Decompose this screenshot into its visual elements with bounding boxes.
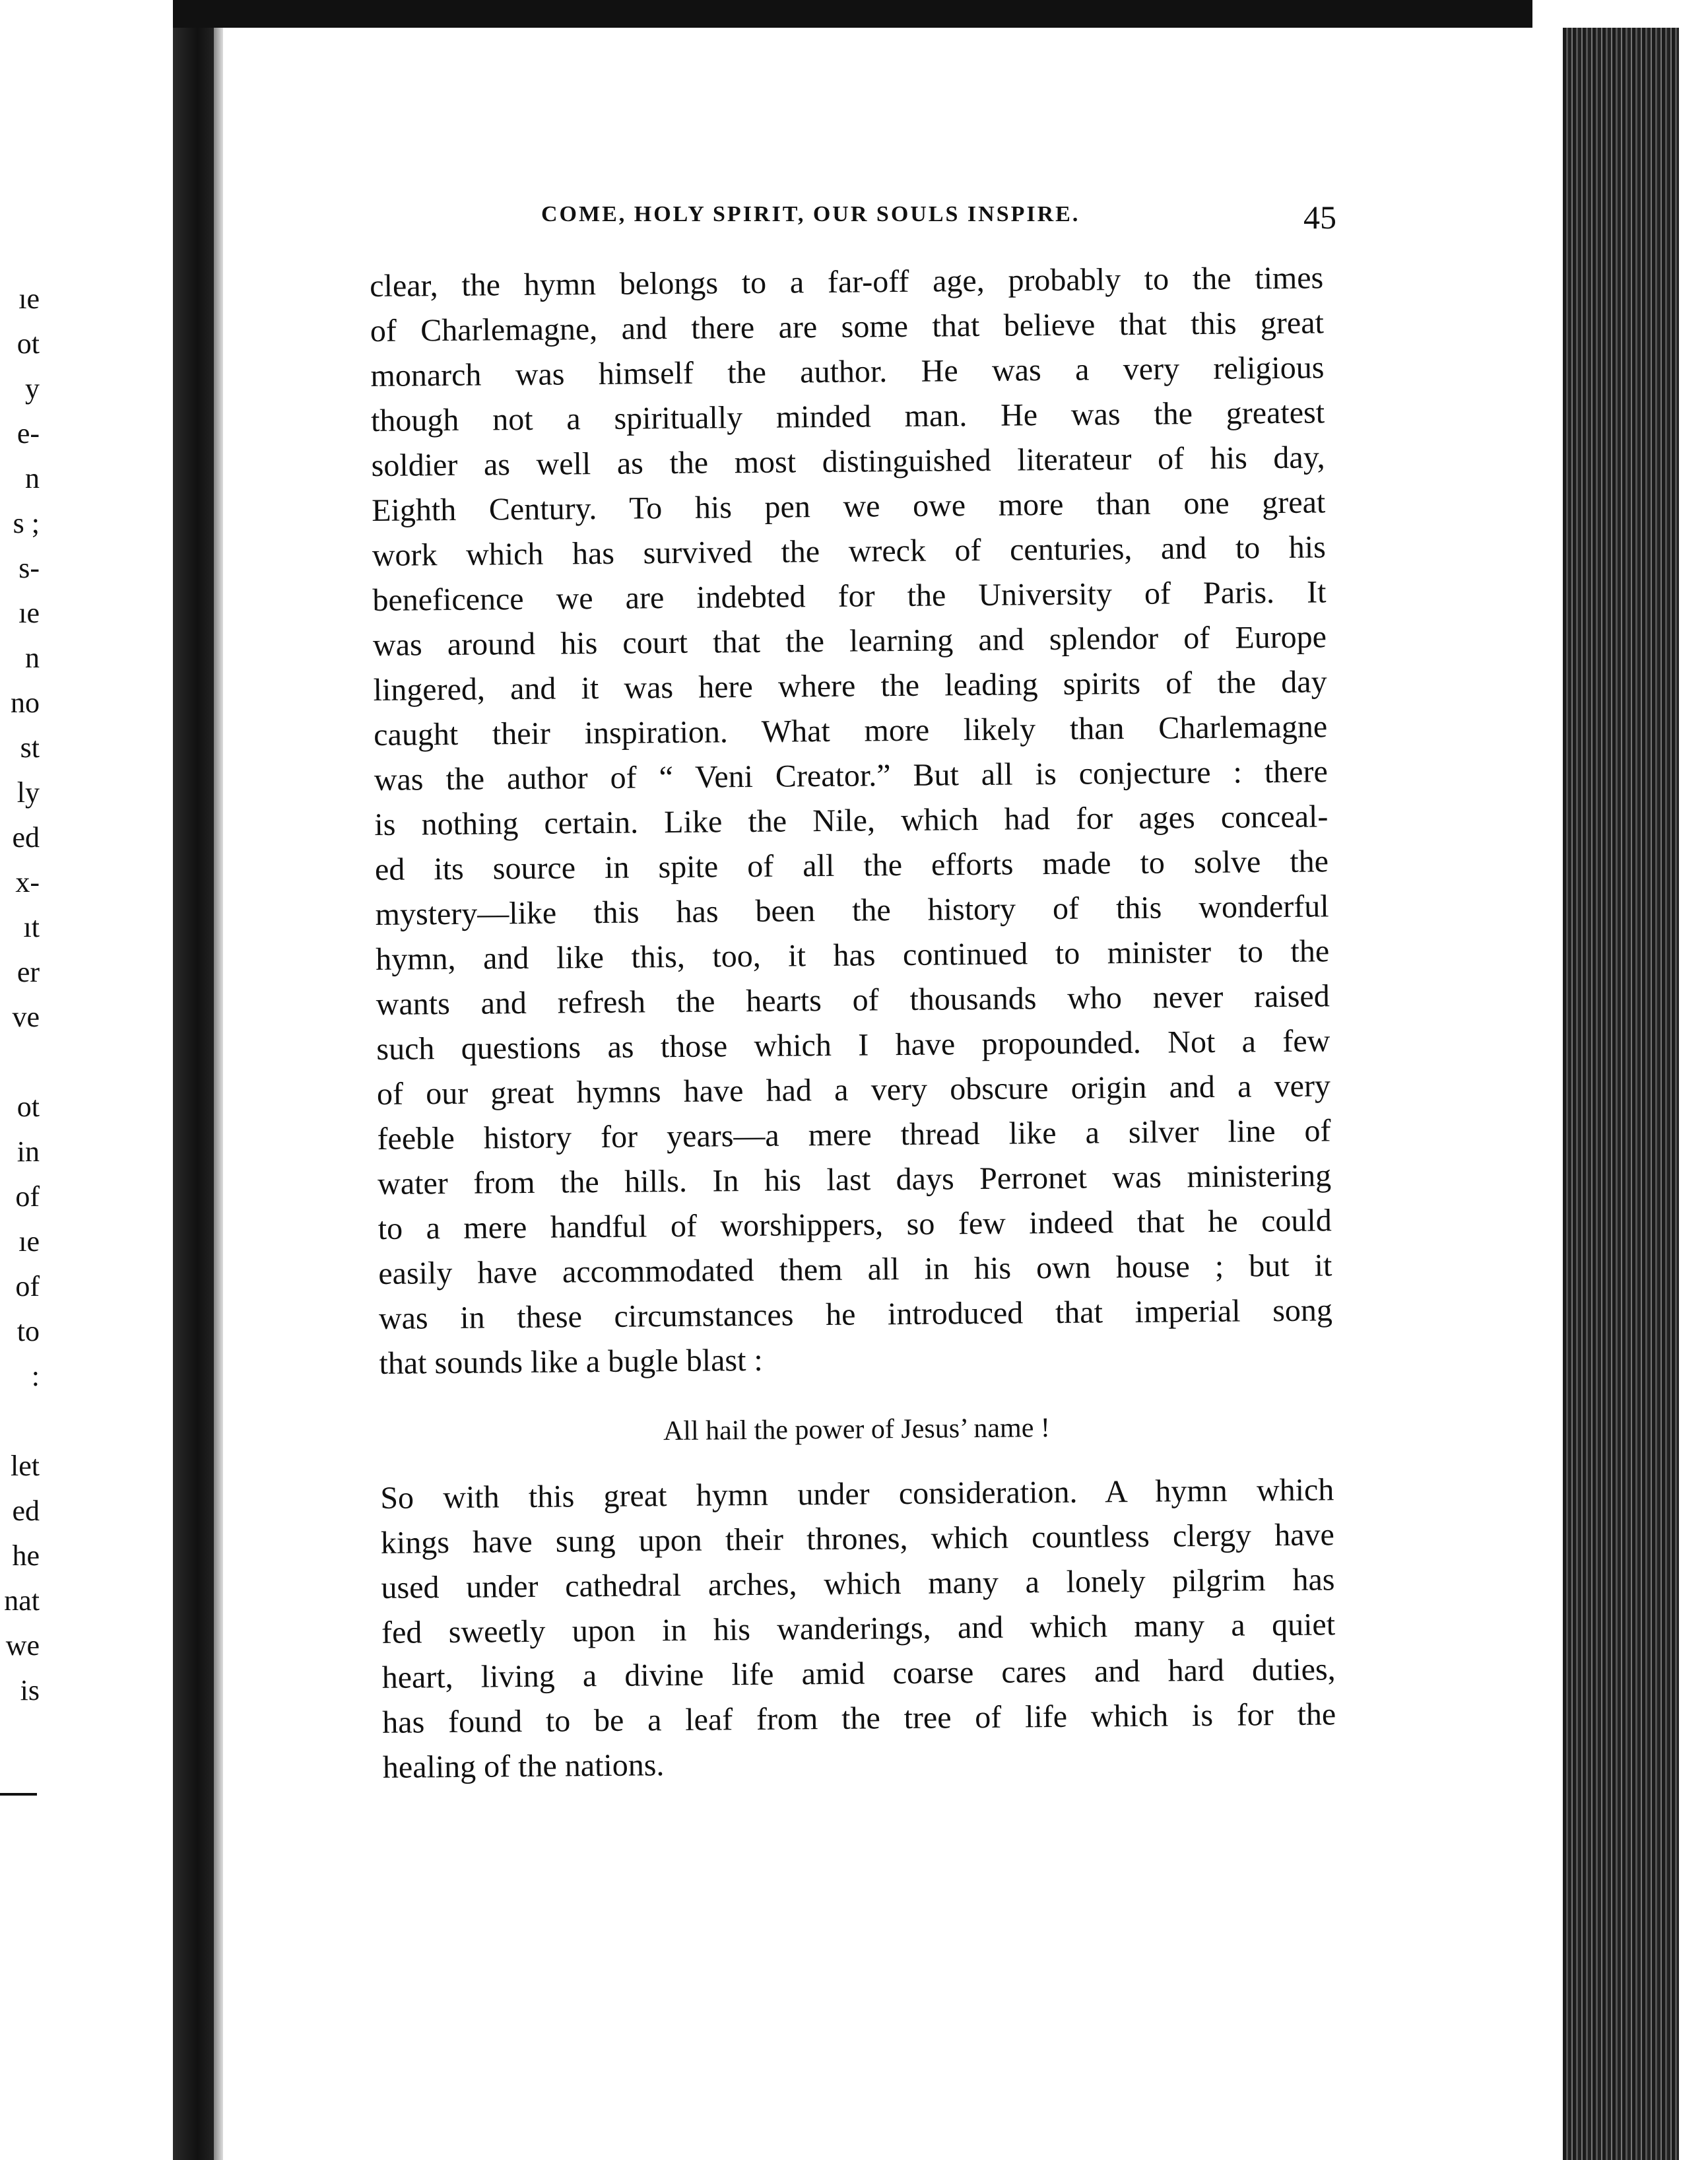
page-edges [1563, 28, 1679, 2160]
left-page-text-fragment: is [20, 1674, 40, 1706]
text-line: used under cathedral arches, which many a lonely pilgrim has [381, 1562, 1335, 1605]
text-line: caught their inspiration. What more likely than Charlemagne [373, 709, 1328, 753]
left-page-rule [0, 1793, 37, 1796]
left-page-text-fragment: no [11, 687, 40, 719]
left-page-text-fragment: he [12, 1539, 40, 1572]
left-page-text-fragment: ve [12, 1001, 40, 1033]
left-page-text-fragment: ot [16, 1091, 40, 1123]
page-curve-shadow [214, 0, 223, 2160]
left-page-text-fragment: n [25, 462, 40, 494]
text-line: healing of the nations. [382, 1747, 665, 1785]
text-line: monarch was himself the author. He was a very religious [370, 350, 1325, 393]
left-page-text-fragment: of [15, 1270, 40, 1302]
scan-margin [1679, 0, 1708, 2160]
left-page-text-fragment: of [15, 1180, 40, 1213]
text-line: is nothing certain. Like the Nile, which had for ages conceal- [374, 799, 1329, 842]
left-page-text-fragment: s ; [13, 507, 40, 539]
book-gutter [173, 0, 214, 2160]
text-line: mystery—like this has been the history of this wonderful [375, 889, 1329, 932]
text-line: was around his court that the learning and splendor of Europe [372, 619, 1327, 663]
left-page-text-fragment: nat [4, 1584, 40, 1617]
text-line: such questions as those which I have propounded. Not a few [376, 1023, 1330, 1067]
left-page-text-fragment: n [25, 642, 40, 674]
left-page-text-fragment: ly [16, 776, 40, 809]
text-line: fed sweetly upon in his wanderings, and which many a quiet [381, 1607, 1336, 1650]
left-page-text-fragment: ıe [18, 283, 40, 315]
text-line: beneficence we are indebted for the University of Paris. It [372, 574, 1327, 618]
text-line: feeble history for years—a mere thread like a silver line of [377, 1113, 1331, 1157]
left-page-text-fragment: st [20, 731, 40, 764]
text-line: of our great hymns have had a very obscure origin and a very [376, 1068, 1331, 1112]
left-page-text-fragment: : [31, 1360, 40, 1392]
left-page-text-fragment: ıt [23, 911, 40, 943]
left-page-text-fragment: er [16, 956, 40, 988]
left-page-text-fragment: in [16, 1135, 40, 1168]
text-line: ed its source in spite of all the efforts made to solve the [374, 844, 1329, 887]
text-line: kings have sung upon their thrones, which countless clergy have [380, 1517, 1335, 1561]
text-line: that sounds like a bugle blast : [379, 1342, 763, 1381]
text-line: lingered, and it was here where the leading spirits of the day [373, 664, 1327, 708]
paragraph-2 [380, 1468, 1336, 1790]
text-line: work which has survived the wreck of centuries, and to his [372, 529, 1327, 573]
left-page-text-fragment: s- [18, 552, 40, 584]
left-page-text-fragment: ıe [18, 597, 40, 629]
text-line: was in these circumstances he introduced that imperial song [378, 1293, 1333, 1336]
left-page-text-fragment: to [16, 1315, 40, 1347]
text-line: of Charlemagne, and there are some that believe that this great [370, 305, 1325, 349]
text-line: hymn, and like this, too, it has continued to minister to the [375, 933, 1330, 977]
left-page-text-fragment: ıe [18, 1225, 40, 1258]
running-title: COME, HOLY SPIRIT, OUR SOULS INSPIRE. [541, 202, 1080, 226]
hymn-quote: All hail the power of Jesus’ name ! [663, 1413, 1051, 1447]
text-line: though not a spiritually minded man. He was the greatest [370, 395, 1325, 438]
text-line: clear, the hymn belongs to a far-off age, probably to the times [370, 260, 1324, 304]
left-page-text-fragment: ed [12, 1495, 40, 1527]
text-line: was the author of “ Veni Creator.” But all is conjecture : there [374, 754, 1328, 797]
text-line: Eighth Century. To his pen we owe more than one great [372, 485, 1326, 528]
text-line: So with this great hymn under consideration. A hymn which [380, 1472, 1334, 1516]
left-page-text-fragment: y [25, 372, 40, 405]
top-scan-border [173, 0, 1532, 28]
text-line: has found to be a leaf from the tree of life which is for the [382, 1697, 1336, 1740]
text-line: soldier as well as the most distinguished literateur of his day, [371, 440, 1325, 483]
left-page-text-fragment: we [5, 1629, 40, 1662]
left-page-text-fragment: ed [12, 821, 40, 854]
left-page-text-fragment: e- [16, 417, 40, 450]
body-text [370, 255, 1336, 1790]
text-line: wants and refresh the hearts of thousands who never raised [376, 978, 1330, 1022]
text-line: to a mere handful of worshippers, so few indeed that he could [378, 1203, 1332, 1246]
paragraph-1 [370, 255, 1333, 1386]
text-line: easily have accommodated them all in his own house ; but it [378, 1248, 1332, 1291]
left-page-fragment [0, 0, 173, 2160]
text-line: heart, living a divine life amid coarse cares and hard duties, [381, 1652, 1336, 1695]
left-page-text-fragment: x- [15, 866, 40, 898]
page-number: 45 [1303, 199, 1336, 236]
left-page-text-fragment: ot [16, 327, 40, 360]
text-line: water from the hills. In his last days Perronet was ministering [377, 1158, 1332, 1201]
left-page-text-fragment: let [11, 1450, 40, 1482]
